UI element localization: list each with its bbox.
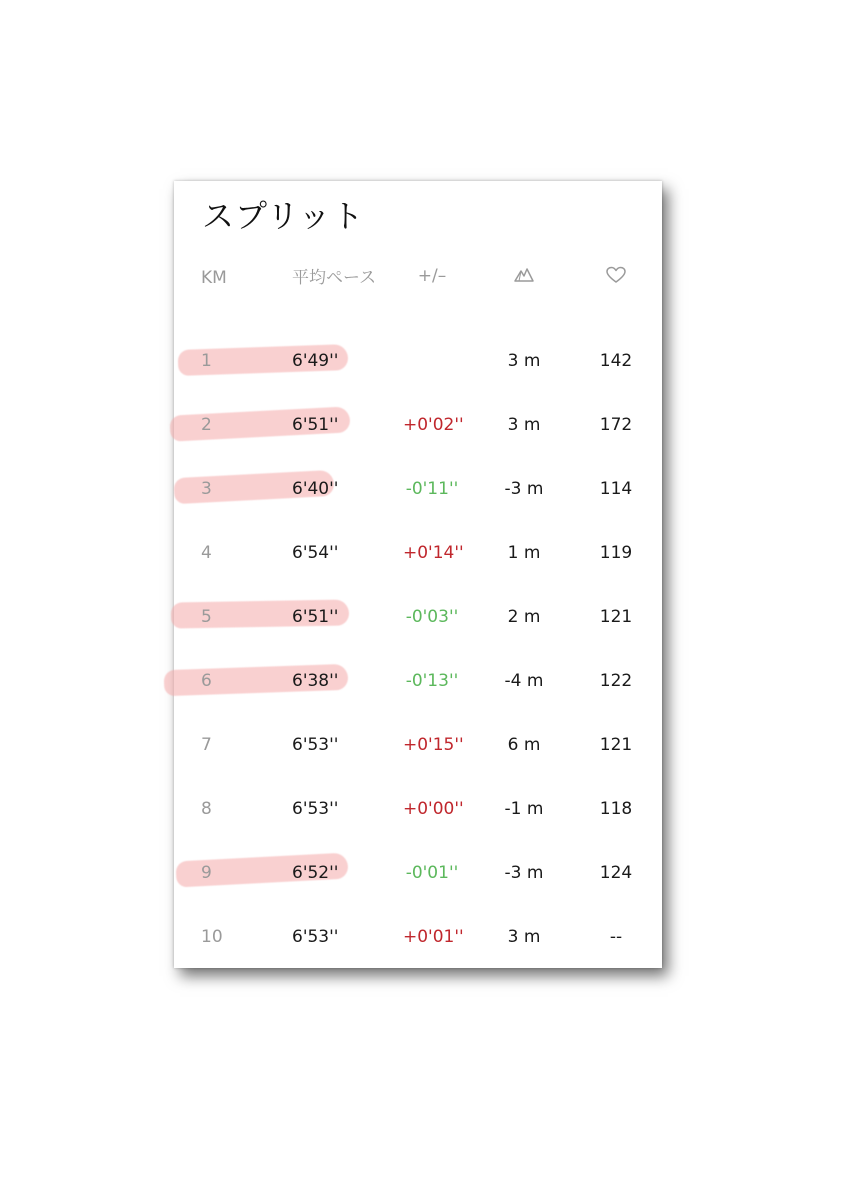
cell-avg-pace: 6'40''	[292, 479, 339, 499]
header-avg-pace: 平均ペース	[292, 268, 377, 288]
cell-diff: +0'00''	[403, 799, 464, 819]
cell-diff: -0'11''	[405, 479, 459, 499]
cell-diff: +0'02''	[403, 415, 464, 435]
cell-km: 5	[201, 607, 212, 627]
table-row	[174, 597, 662, 637]
cell-elevation: 3 m	[507, 927, 541, 947]
cell-avg-pace: 6'54''	[292, 543, 339, 563]
cell-heart-rate: 124	[599, 863, 633, 883]
mountain-icon	[513, 265, 535, 285]
cell-avg-pace: 6'51''	[292, 607, 339, 627]
cell-km: 7	[201, 735, 212, 755]
cell-avg-pace: 6'49''	[292, 351, 339, 371]
cell-heart-rate: 142	[599, 351, 633, 371]
cell-avg-pace: 6'53''	[292, 735, 339, 755]
cell-avg-pace: 6'52''	[292, 863, 339, 883]
cell-heart-rate: --	[609, 927, 623, 947]
cell-elevation: 3 m	[507, 351, 541, 371]
cell-diff: +0'15''	[403, 735, 464, 755]
cell-diff: +0'01''	[403, 927, 464, 947]
table-row	[174, 917, 662, 957]
cell-elevation: -3 m	[504, 863, 544, 883]
cell-elevation: -1 m	[504, 799, 544, 819]
cell-avg-pace: 6'53''	[292, 799, 339, 819]
table-row	[174, 789, 662, 829]
header-km: KM	[201, 268, 227, 288]
cell-heart-rate: 121	[599, 607, 633, 627]
cell-km: 2	[201, 415, 212, 435]
cell-km: 3	[201, 479, 212, 499]
table-row	[174, 469, 662, 509]
table-row	[174, 853, 662, 893]
cell-heart-rate: 172	[599, 415, 633, 435]
heart-icon	[605, 265, 627, 285]
cell-avg-pace: 6'51''	[292, 415, 339, 435]
cell-elevation: -3 m	[504, 479, 544, 499]
table-row	[174, 341, 662, 381]
cell-heart-rate: 114	[599, 479, 633, 499]
cell-diff	[403, 341, 461, 381]
cell-heart-rate: 122	[599, 671, 633, 691]
cell-diff: -0'01''	[405, 863, 459, 883]
table-row	[174, 725, 662, 765]
header-diff: +/–	[417, 266, 447, 286]
table-row	[174, 533, 662, 573]
cell-avg-pace: 6'38''	[292, 671, 339, 691]
cell-elevation: 6 m	[507, 735, 541, 755]
table-row	[174, 661, 662, 701]
cell-km: 1	[201, 351, 212, 371]
cell-heart-rate: 118	[599, 799, 633, 819]
cell-km: 9	[201, 863, 212, 883]
cell-heart-rate: 119	[599, 543, 633, 563]
page-title: スプリット	[202, 197, 365, 235]
cell-km: 8	[201, 799, 212, 819]
cell-elevation: 1 m	[507, 543, 541, 563]
cell-km: 4	[201, 543, 212, 563]
cell-elevation: 2 m	[507, 607, 541, 627]
cell-diff: +0'14''	[403, 543, 464, 563]
cell-diff: -0'03''	[405, 607, 459, 627]
cell-elevation: 3 m	[507, 415, 541, 435]
cell-km: 10	[201, 927, 223, 947]
cell-diff: -0'13''	[405, 671, 459, 691]
table-row	[174, 405, 662, 445]
cell-km: 6	[201, 671, 212, 691]
cell-elevation: -4 m	[504, 671, 544, 691]
cell-heart-rate: 121	[599, 735, 633, 755]
splits-card	[174, 181, 662, 968]
cell-avg-pace: 6'53''	[292, 927, 339, 947]
